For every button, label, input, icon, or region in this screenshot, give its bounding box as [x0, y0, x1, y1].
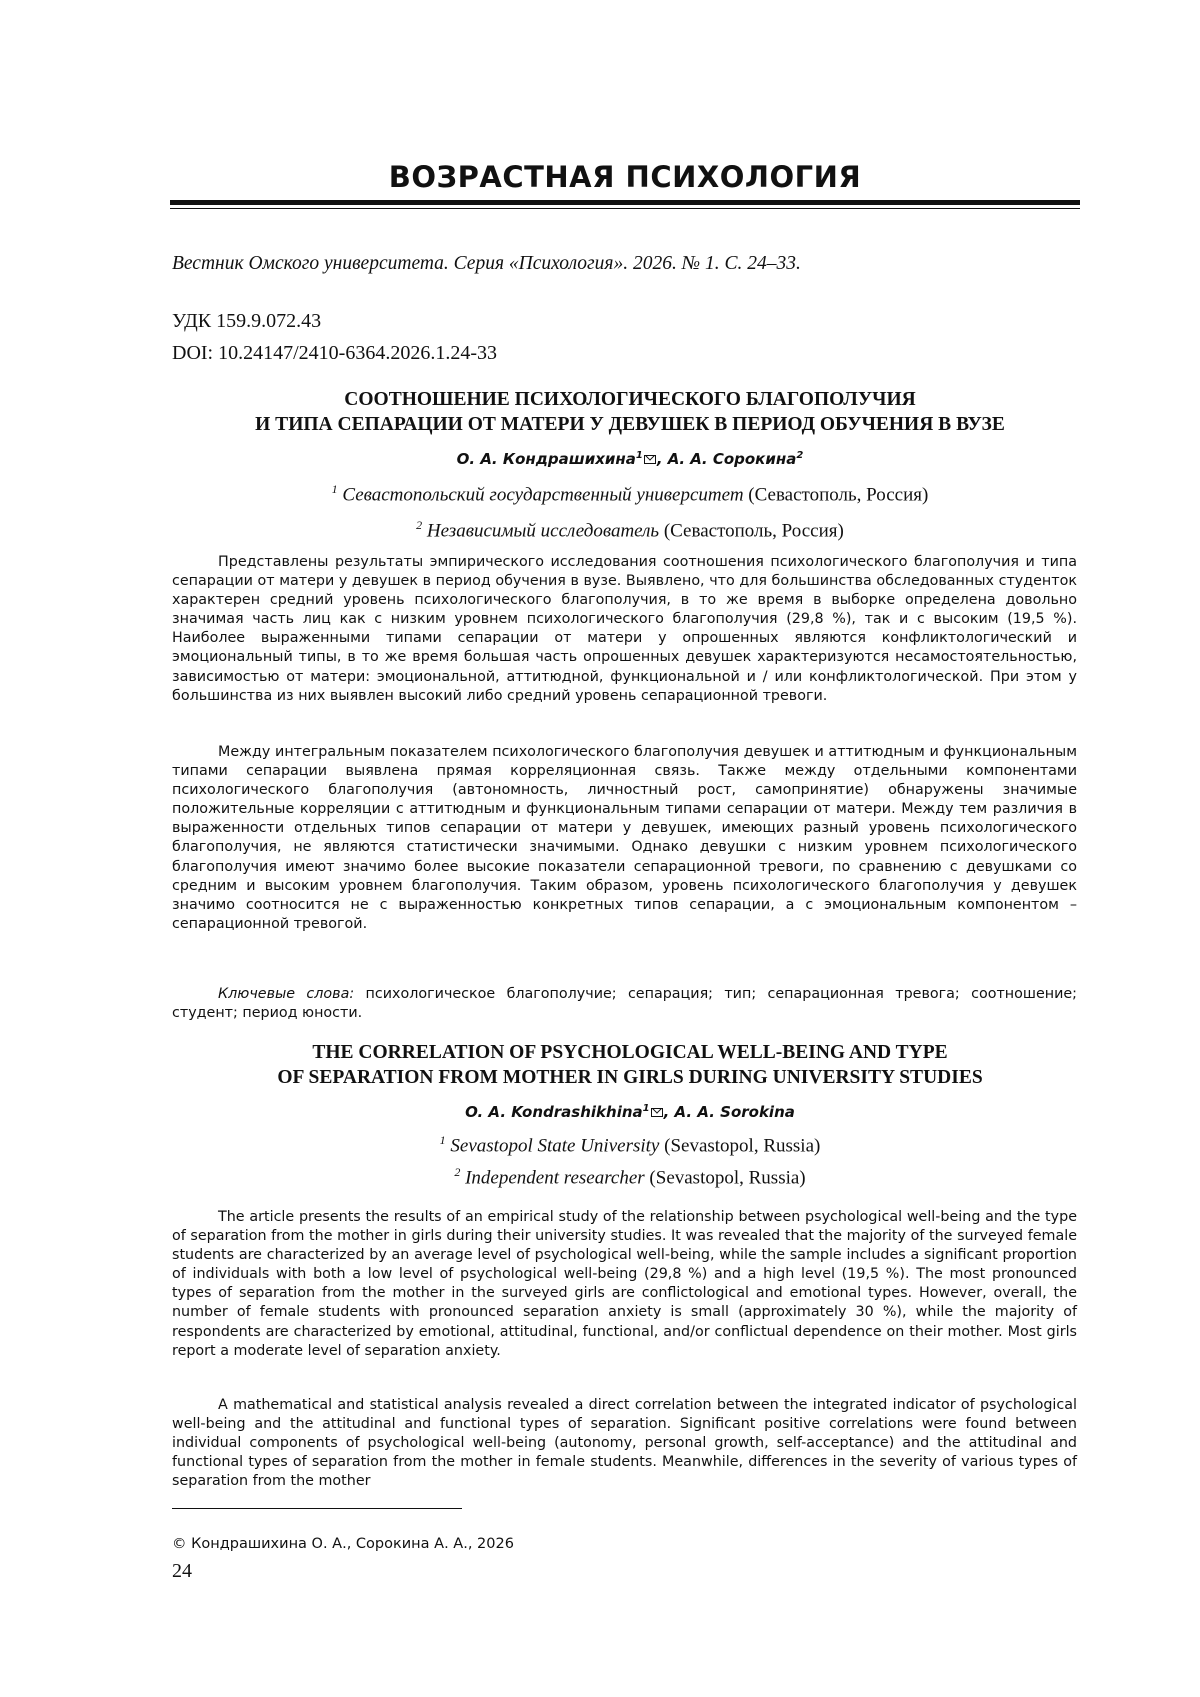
affiliation-place: (Севастополь, Россия) [748, 484, 929, 506]
affiliation-name: Независимый исследователь [426, 520, 660, 542]
author-separator-ru: , [656, 450, 668, 468]
journal-reference: Вестник Омского университета. Серия «Психология». 2026. № 1. С. 24–33. [172, 253, 801, 274]
abstract-en-paragraph-2: A mathematical and statistical analysis revealed a direct correlation between the integrated indicator of psychological well-being and the attitudinal and functional types of separation. Significant positive correlations were found between individual components of psychological well-being (autonomy, personal growth, self-acceptance) and the attitudinal and functional types of separation from the mother in female students. Meanwhile, differences in the severity of various types of separation from the mother [172, 1397, 1077, 1490]
envelope-icon [644, 455, 656, 464]
affiliation-en-1 [150, 1133, 1110, 1157]
section-heading: ВОЗРАСТНАЯ ПСИХОЛОГИЯ [388, 160, 862, 194]
abstract-en-paragraph-1: The article presents the results of an empirical study of the relationship between psychological well-being and the type of separation from the mother in girls during their university studies. It was revealed that the majority of the surveyed female students are characterized by an average level of psychological well-being, while the sample includes a significant proportion of individuals with both a low level of psychological well-being (29,8 %) and a high level (19,5 %). The most pronounced types of separation from the mother in the surveyed girls are conflictological and emotional types. However, overall, the number of female students with pronounced separation anxiety is small (approximately 30 %), while the majority of respondents are characterized by emotional, attitudinal, functional, and/or conflictual dependence on their mother. Most girls report a moderate level of separation anxiety. [172, 1209, 1077, 1359]
keywords-label: Ключевые слова: [218, 986, 355, 1002]
abstract-ru-paragraph-1: Представлены результаты эмпирического исследования соотношения психологического благополучия и типа сепарации от матери у девушек в период обучения в вузе. Выявлено, что для большинства обследованных студенток характерен средний уровень психологического благополучия, в то же время в выборке определена довольно значимая часть лиц как с низким уровнем психологического благополучия (29,8 %), так и с высоким (19,5 %). Наиболее выраженными типами сепарации от матери у опрошенных являются конфликтологический и эмоциональный типы, в то же время большая часть опрошенных девушек характеризуются несамостоятельностью, зависимостью от матери: эмоциональной, аттитюдной, функциональной и / или конфликтологической. При этом у большинства из них выявлен высокий либо средний уровень сепарационной тревоги. [172, 554, 1077, 704]
author-1-affil-en: 1 [642, 1103, 650, 1114]
title-en-line-1: THE CORRELATION OF PSYCHOLOGICAL WELL-BEING AND TYPE [312, 1042, 948, 1063]
author-2-affil-ru: 2 [796, 450, 804, 461]
footnote-rule [172, 1508, 462, 1509]
heading-rule-thick [170, 200, 1080, 205]
affiliation-ru-2 [150, 518, 1110, 542]
author-2-ru: А. А. Сорокина [667, 450, 797, 468]
affiliation-place: (Sevastopol, Russia) [664, 1135, 821, 1157]
keywords-ru [172, 985, 1077, 1023]
doi: DOI: 10.24147/2410-6364.2026.1.24-33 [172, 342, 497, 364]
affiliation-number: 2 [416, 518, 423, 532]
abstract-ru-paragraph-2: Между интегральным показателем психологического благополучия девушек и аттитюдным и функциональным типами сепарации выявлена прямая корреляционная связь. Также между отдельными компонентами психологического благополучия (автономность, личностный рост, самопринятие) обнаружены значимые положительные корреляции с аттитюдным и функциональным типами сепарации от матери. Между тем различия в выраженности отдельных типов сепарации от матери у девушек, имеющих разный уровень психологического благополучия, не являются статистически значимыми. Однако девушки с низким уровнем психологического благополучия имеют значимо более высокие показатели сепарационной тревоги, по сравнению с девушками со средним и высоким уровнем благополучия. Таким образом, уровень психологического благополучия у девушек значимо соотносится не с выраженностью конкретных типов сепарации, а с эмоциональным компонентом – сепарационной тревогой. [172, 744, 1077, 932]
title-en-line-2: OF SEPARATION FROM MOTHER IN GIRLS DURING UNIVERSITY STUDIES [277, 1067, 983, 1088]
udc-code: УДК 159.9.072.43 [172, 310, 322, 332]
affiliation-number: 2 [454, 1165, 461, 1179]
affiliation-ru-1 [150, 482, 1110, 506]
title-ru-line-2: И ТИПА СЕПАРАЦИИ ОТ МАТЕРИ У ДЕВУШЕК В ПЕРИОД ОБУЧЕНИЯ В ВУЗЕ [255, 414, 1005, 435]
author-2-en: A. A. Sorokina [674, 1103, 795, 1121]
page-number: 24 [172, 1560, 192, 1582]
affiliation-name: Independent researcher [465, 1167, 645, 1189]
keywords-list: психологическое благополучие; сепарация; тип; сепарационная тревога; соотношение; студент; период юности. [172, 986, 1077, 1022]
affiliation-number: 1 [439, 1133, 446, 1147]
affiliation-en-2 [150, 1165, 1110, 1189]
envelope-icon [651, 1108, 663, 1117]
title-ru-line-1: СООТНОШЕНИЕ ПСИХОЛОГИЧЕСКОГО БЛАГОПОЛУЧИЯ [344, 389, 916, 410]
affiliation-place: (Севастополь, Россия) [663, 520, 844, 542]
article-title-ru [150, 387, 1110, 437]
author-separator-en: , [663, 1103, 675, 1121]
affiliation-name: Sevastopol State University [450, 1135, 660, 1157]
author-1-affil-ru: 1 [635, 450, 643, 461]
affiliation-place: (Sevastopol, Russia) [649, 1167, 806, 1189]
author-1-en: O. A. Kondrashikhina [465, 1103, 643, 1121]
affiliation-name: Севастопольский государственный университет [342, 484, 744, 506]
authors-ru [150, 450, 1110, 468]
affiliation-number: 1 [331, 482, 338, 496]
author-1-ru: О. А. Кондрашихина [456, 450, 636, 468]
copyright-notice: © Кондрашихина О. А., Сорокина А. А., 2026 [172, 1536, 514, 1552]
heading-rule-thin [170, 208, 1080, 209]
authors-en [150, 1103, 1110, 1121]
article-title-en [150, 1040, 1110, 1090]
